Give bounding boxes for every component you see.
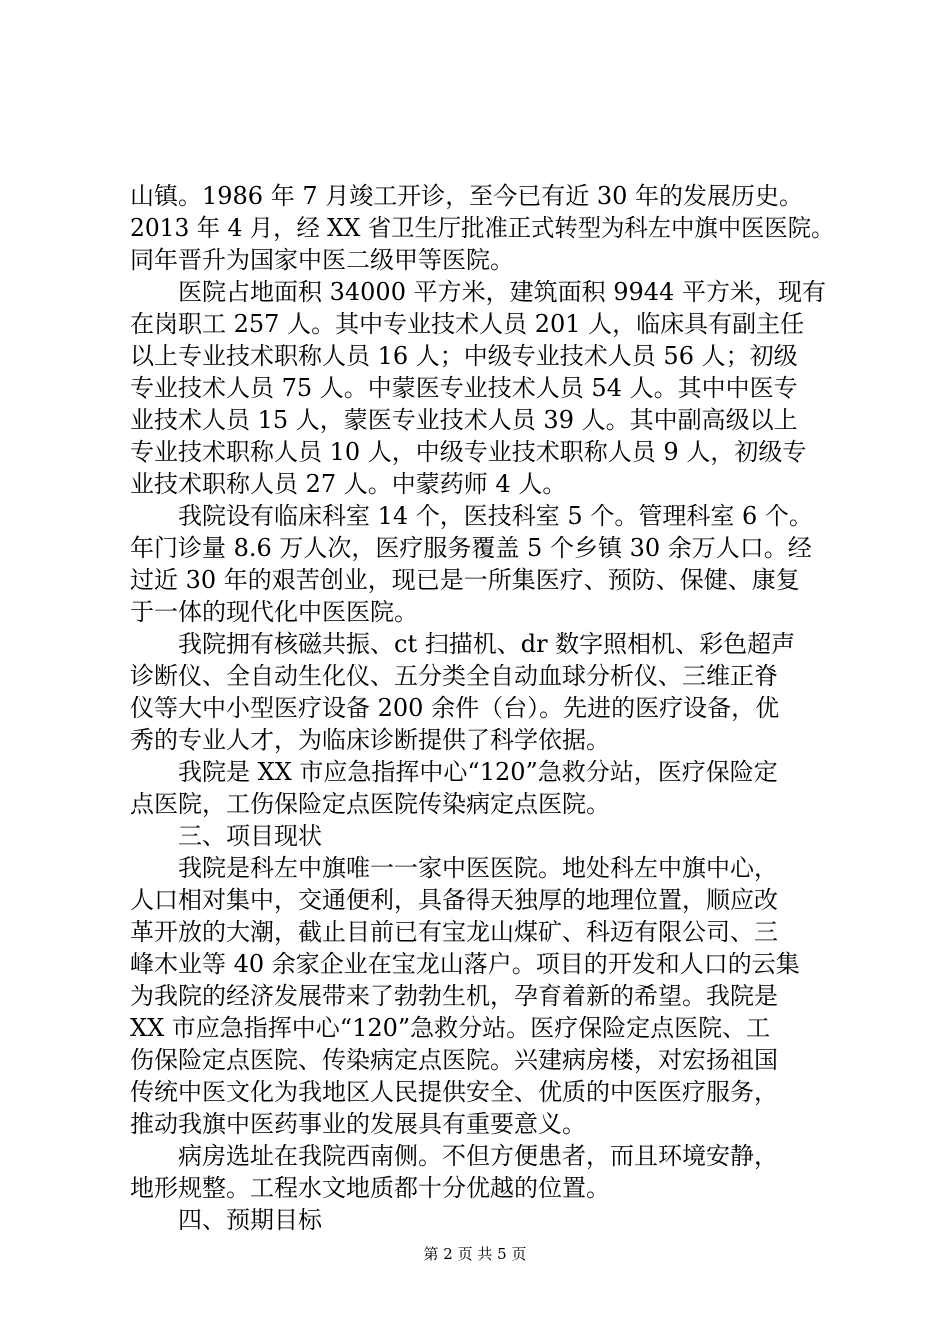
text-line: 仪等大中小型医疗设备 200 余件（台）。先进的医疗设备，优 bbox=[130, 694, 780, 722]
paragraph-start-line: 医院占地面积 34000 平方米，建筑面积 9944 平方米，现有 bbox=[178, 278, 826, 306]
paragraph-start-line: 病房选址在我院西南侧。不但方便患者，而且环境安静， bbox=[178, 1142, 778, 1170]
text-line: 革开放的大潮，截止目前已有宝龙山煤矿、科迈有限公司、三 bbox=[130, 918, 778, 946]
text-line: 业技术职称人员 27 人。中蒙药师 4 人。 bbox=[130, 470, 567, 498]
text-line: 年门诊量 8.6 万人次，医疗服务覆盖 5 个乡镇 30 余万人口。经 bbox=[130, 534, 812, 562]
text-line: 于一体的现代化中医医院。 bbox=[130, 598, 418, 626]
text-line: 专业技术人员 75 人。中蒙医专业技术人员 54 人。其中中医专 bbox=[130, 374, 798, 402]
section-heading: 三、项目现状 bbox=[178, 822, 322, 850]
text-line: 地形规整。工程水文地质都十分优越的位置。 bbox=[130, 1174, 610, 1202]
text-line: 同年晋升为国家中医二级甲等医院。 bbox=[130, 246, 514, 274]
text-line: 专业技术职称人员 10 人，中级专业技术职称人员 9 人，初级专 bbox=[130, 438, 807, 466]
text-line: 山镇。1986 年 7 月竣工开诊，至今已有近 30 年的发展历史。 bbox=[130, 182, 804, 210]
text-line: 诊断仪、全自动生化仪、五分类全自动血球分析仪、三维正脊 bbox=[130, 662, 778, 690]
page-number-footer: 第 2 页 共 5 页 bbox=[423, 1245, 527, 1263]
section-heading: 四、预期目标 bbox=[178, 1206, 322, 1234]
text-line: 点医院，工伤保险定点医院传染病定点医院。 bbox=[130, 790, 610, 818]
paragraph-start-line: 我院设有临床科室 14 个，医技科室 5 个。管理科室 6 个。 bbox=[178, 502, 813, 530]
text-line: 伤保险定点医院、传染病定点医院。兴建病房楼，对宏扬祖国 bbox=[130, 1046, 778, 1074]
paragraph-start-line: 我院是 XX 市应急指挥中心“120”急救分站，医疗保险定 bbox=[178, 758, 778, 786]
paragraph-start-line: 我院是科左中旗唯一一家中医医院。地处科左中旗中心， bbox=[178, 854, 778, 882]
text-line: 以上专业技术职称人员 16 人；中级专业技术人员 56 人；初级 bbox=[130, 342, 798, 370]
text-line: 峰木业等 40 余家企业在宝龙山落户。项目的开发和人口的云集 bbox=[130, 950, 800, 978]
text-line: XX 市应急指挥中心“120”急救分站。医疗保险定点医院、工 bbox=[130, 1014, 771, 1042]
text-line: 2013 年 4 月，经 XX 省卫生厅批准正式转型为科左中旗中医医院。 bbox=[130, 214, 835, 242]
text-line: 在岗职工 257 人。其中专业技术人员 201 人，临床具有副主任 bbox=[130, 310, 805, 338]
text-line: 传统中医文化为我地区人民提供安全、优质的中医医疗服务， bbox=[130, 1078, 778, 1106]
text-line: 人口相对集中，交通便利，具备得天独厚的地理位置，顺应改 bbox=[130, 886, 778, 914]
text-line: 为我院的经济发展带来了勃勃生机，孕育着新的希望。我院是 bbox=[130, 982, 778, 1010]
text-line: 过近 30 年的艰苦创业，现已是一所集医疗、预防、保健、康复 bbox=[130, 566, 800, 594]
text-line: 秀的专业人才，为临床诊断提供了科学依据。 bbox=[130, 726, 610, 754]
text-line: 业技术人员 15 人，蒙医专业技术人员 39 人。其中副高级以上 bbox=[130, 406, 798, 434]
text-line: 推动我旗中医药事业的发展具有重要意义。 bbox=[130, 1110, 586, 1138]
paragraph-start-line: 我院拥有核磁共振、ct 扫描机、dr 数字照相机、彩色超声 bbox=[178, 630, 796, 658]
